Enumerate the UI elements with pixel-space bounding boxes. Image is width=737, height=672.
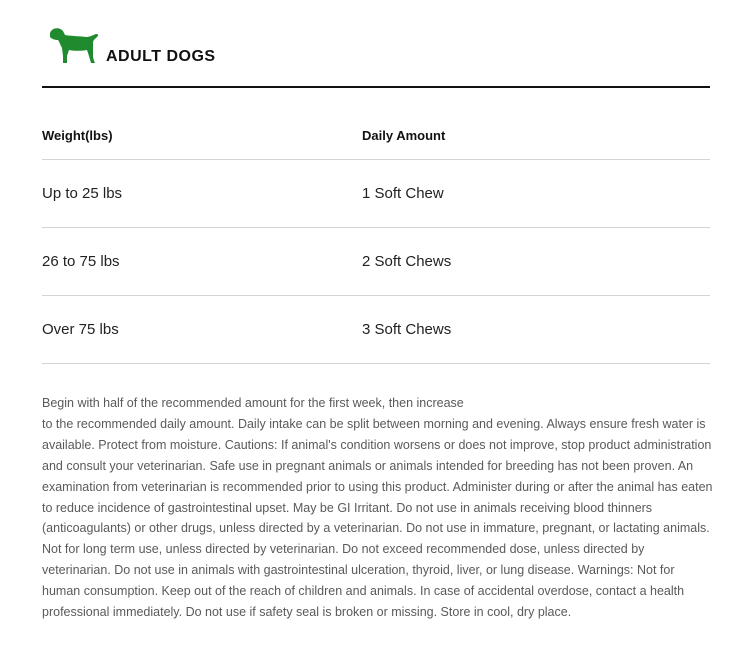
section-header: [42, 26, 710, 88]
table-row: [42, 160, 710, 228]
amount-cell: 2 Soft Chews: [362, 253, 452, 270]
amount-cell: 3 Soft Chews: [362, 321, 452, 338]
table-header-row: [42, 108, 710, 160]
header-divider: [42, 86, 710, 88]
table-row: [42, 296, 710, 364]
weight-cell: Up to 25 lbs: [42, 185, 123, 202]
column-header-weight: Weight(lbs): [42, 128, 113, 143]
directions-body: to the recommended daily amount. Daily intake can be split between morning and evening. Always ensure fresh water is available. Protect from moisture. Cautions: If animal's condition worsens or does not improve, stop product administration and consult your veterinarian. Safe use in pregnant animals or animals intended for breeding has not been proven. An examination from veterinarian is recommended prior to using this product. Administer during or after the animal has eaten to reduce incidence of gastrointestinal upset. May be GI Irritant. Do not use in animals receiving blood thinners (anticoagulants) or other drugs, unless directed by a veterinarian. Do not use in immature, pregnant, or lactating animals. Not for long term use, unless directed by veterinarian. Do not exceed recommended dose, unless directed by veterinarian. Do not use in animals with gastrointestinal ulceration, thyroid, liver, or lung disease. Warnings: Not for human consumption. Keep out of the reach of children and animals. In case of accidental overdose, contact a health professional immediately. Do not use if safety seal is broken or missing. Store in cool, dry place.: [42, 416, 713, 620]
weight-cell: 26 to 75 lbs: [42, 253, 120, 270]
column-header-daily-amount: Daily Amount: [362, 128, 446, 143]
weight-cell: Over 75 lbs: [42, 321, 119, 338]
dog-icon: [48, 26, 100, 66]
directions-and-warnings: [42, 393, 714, 623]
dosage-table: [42, 108, 710, 364]
directions-first-line: Begin with half of the recommended amount for the first week, then increase: [42, 396, 464, 410]
table-row: [42, 228, 710, 296]
page-title: ADULT DOGS: [106, 48, 216, 65]
amount-cell: 1 Soft Chew: [362, 185, 444, 202]
